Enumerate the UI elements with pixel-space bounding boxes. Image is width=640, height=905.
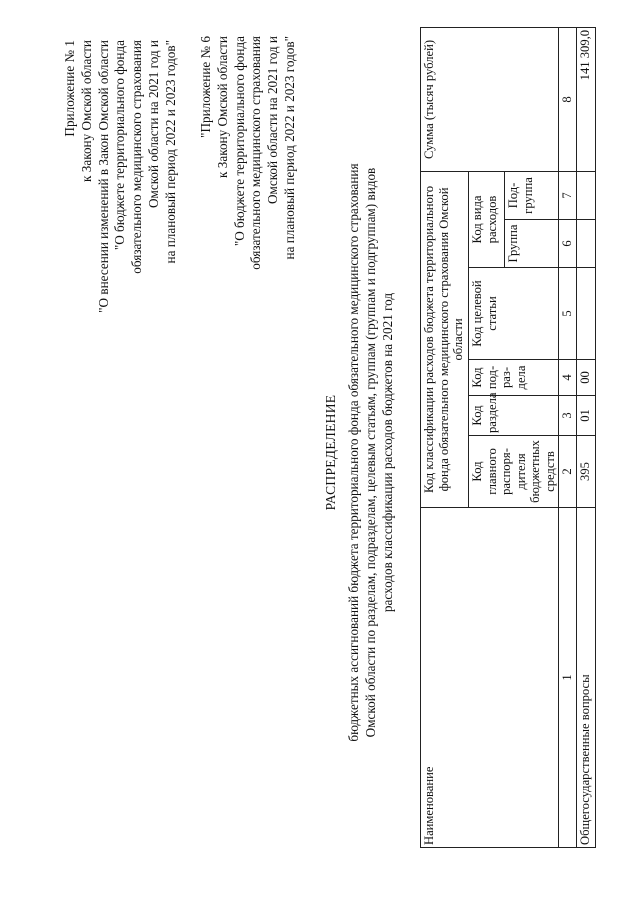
appendix-header-line: Омской области на 2021 год и xyxy=(145,40,161,209)
row-target-article-code xyxy=(576,268,595,360)
header-chief-admin-code: Код главного распоря-дителя бюджетных средств xyxy=(469,436,559,508)
appendix-header-line: к Закону Омской области xyxy=(78,40,94,182)
appendix-header-line: "О бюджете территориального фонда xyxy=(112,40,128,251)
header-subgroup: Под-группа xyxy=(505,171,559,219)
row-group xyxy=(576,220,595,268)
law-reference-line: Омской области на 2021 год и xyxy=(265,36,281,205)
header-section-code: Код раздела xyxy=(469,396,559,436)
budget-allocation-table xyxy=(420,27,596,848)
column-number: 5 xyxy=(559,268,577,360)
column-number-row xyxy=(559,27,577,847)
document-subtitle xyxy=(345,60,396,845)
header-target-article-code: Код целевой статьи xyxy=(469,268,559,360)
header-name: Наименование xyxy=(421,508,559,848)
column-number: 2 xyxy=(559,436,577,508)
appendix-header-line: "О внесении изменений в Закон Омской области xyxy=(95,40,111,313)
appendix-header-line: на плановый период 2022 и 2023 годов" xyxy=(162,40,178,264)
column-number: 6 xyxy=(559,220,577,268)
header-subsection-code: Код под-раз-дела xyxy=(469,360,559,396)
header-amount: Сумма (тысяч рублей) xyxy=(421,27,559,171)
subtitle-line: расходов классификации расходов бюджетов на 2021 год xyxy=(380,292,395,613)
column-number: 7 xyxy=(559,171,577,219)
appendix-header xyxy=(62,40,180,600)
appendix-header-line: обязательного медицинского страхования xyxy=(129,40,145,274)
column-number: 3 xyxy=(559,396,577,436)
law-reference-line: "Приложение № 6 xyxy=(198,36,213,138)
row-chief-admin-code: 395 xyxy=(576,436,595,508)
row-subsection-code: 00 xyxy=(576,360,595,396)
row-name: Общегосударственные вопросы xyxy=(576,508,595,848)
column-number: 1 xyxy=(559,508,577,848)
column-number: 8 xyxy=(559,27,577,171)
row-amount: 141 309,0 xyxy=(576,27,595,171)
law-reference-line: к Закону Омской области xyxy=(214,36,230,178)
subtitle-line: бюджетных ассигнований бюджета территориального фонда обязательного медицинского страхования xyxy=(346,163,361,742)
law-reference-line: обязательного медицинского страхования xyxy=(248,36,264,270)
row-section-code: 01 xyxy=(576,396,595,436)
header-classification: Код классификации расходов бюджета территориального фонда обязательного медицинского страхования Омской области xyxy=(421,171,469,507)
header-group: Группа xyxy=(505,220,559,268)
appendix-header-line: Приложение № 1 xyxy=(62,40,77,137)
row-subgroup xyxy=(576,171,595,219)
law-reference-line: на плановый период 2022 и 2023 годов" xyxy=(281,36,297,260)
law-reference-header xyxy=(198,36,299,396)
subtitle-line: Омской области по разделам, подразделам, целевым статьям, группам (группам и подгруппам) видов xyxy=(363,167,378,738)
document-title: РАСПРЕДЕЛЕНИЕ xyxy=(323,394,338,511)
column-number: 4 xyxy=(559,360,577,396)
header-expense-type-code: Код вида расходов xyxy=(469,171,505,267)
law-reference-line: "О бюджете территориального фонда xyxy=(231,36,247,247)
table-row xyxy=(576,27,595,847)
